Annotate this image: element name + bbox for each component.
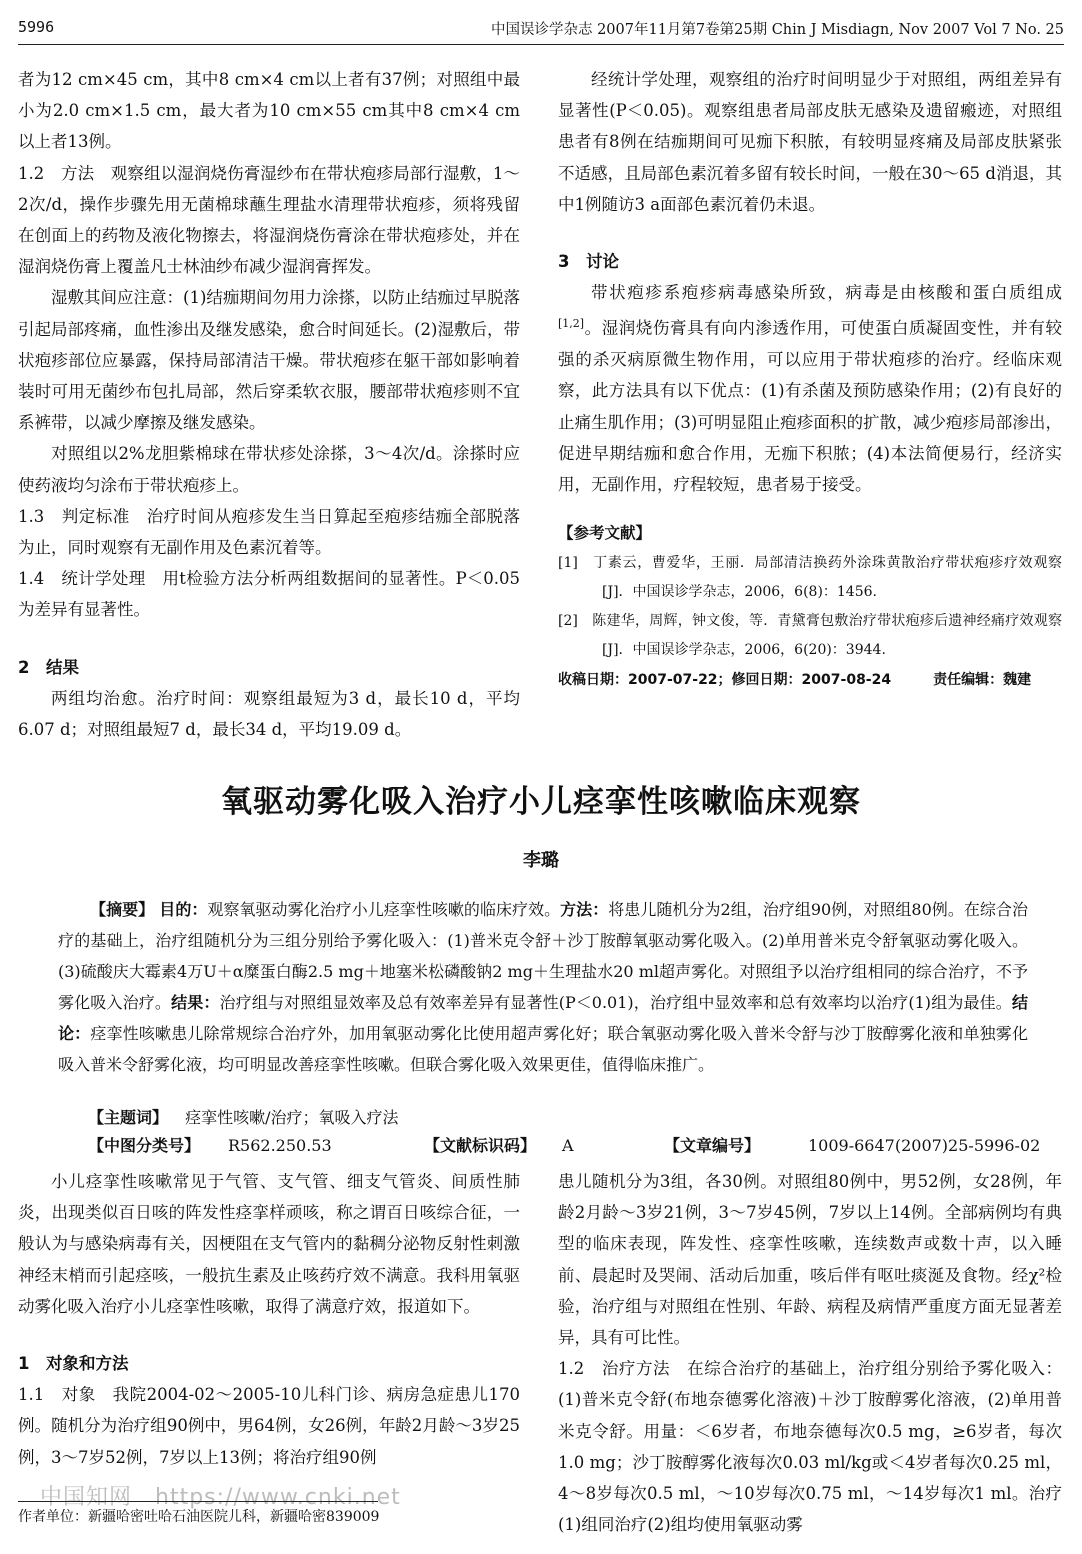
article-title: 氧驱动雾化吸入治疗小儿痉挛性咳嗽临床观察 — [221, 784, 861, 820]
paragraph: 1.2 方法 观察组以湿润烧伤膏湿纱布在带状疱疹局部行湿敷，1～2次/d，操作步骤先用无菌棉球蘸生理盐水清理带状疱疹，须将残留在创面上的药物及液化物擦去，将湿润烧伤膏涂在带状疱疹处，并在湿润烧伤膏上覆盖凡士林油纱布减少湿润膏挥发。 — [18, 163, 520, 277]
doc-code-label: 【文献标识码】 — [424, 1136, 537, 1155]
author-affiliation: 作者单位：新疆哈密吐哈石油医院儿科，新疆哈密839009 — [18, 1509, 380, 1525]
keywords — [88, 1103, 1028, 1133]
footnote-divider — [18, 1501, 378, 1502]
article-number-value: 1009-6647(2007)25-5996-02 — [808, 1136, 1041, 1155]
reference-item: [1] 丁素云，曹爱华，王丽．局部清洁换药外涂珠黄散治疗带状疱疹疗效观察[J]．中国误诊学杂志，2006，6(8)：1456. — [558, 555, 1062, 601]
paragraph: 者为12 cm×45 cm，其中8 cm×4 cm以上者有37例；对照组中最小为2.0 cm×1.5 cm，最大者为10 cm×55 cm其中8 cm×4 cm以上者13例。 — [18, 70, 520, 152]
abstract-results-label: 结果： — [171, 993, 220, 1012]
section-heading: 2 结果 — [18, 657, 79, 677]
text-run: 。湿润烧伤膏具有向内渗透作用，可使蛋白质凝固变性，并有较强的杀灭病原微生物作用，可以应用于带状疱疹的治疗。经临床观察，此方法具有以下优点：(1)有杀菌及预防感染作用；(2)有良好的止痛生肌作用；(3)可明显阻止疱疹面积的扩散，减少疱疹局部渗出，促进早期结痂和愈合作用，无痂下积脓；(4)本法简便易行，经济实用，无副作用，疗程较短，患者易于接受。 — [558, 318, 1062, 494]
paragraph: 1.1 对象 我院2004-02～2005-10儿科门诊、病房急症患儿170例。随机分为治疗组90例中，男64例，女26例，年龄2月龄～3岁25例，3～7岁52例，7岁以上13例；将治疗组90例 — [18, 1385, 520, 1467]
section-heading: 3 讨论 — [558, 252, 619, 272]
paragraph: 1.4 统计学处理 用t检验方法分析两组数据间的显著性。P＜0.05为差异有显著性。 — [18, 569, 520, 620]
keywords-label: 【主题词】 — [88, 1108, 169, 1127]
article-title-block — [0, 776, 1082, 821]
clc-value: R562.250.53 — [228, 1136, 332, 1155]
paragraph: 经统计学处理，观察组的治疗时间明显少于对照组，两组差异有显著性(P＜0.05)。观察组患者局部皮肤无感染及遗留瘢迹，对照组患者有8例在结痂期间可见痂下积脓，有较明显疼痛及局部皮肤紧张不适感，且局部色素沉着多留有较长时间，一般在30～65 d消退，其中1例随访3 a面部色素沉着仍未退。 — [558, 70, 1062, 214]
running-header — [18, 16, 1064, 45]
received-date: 收稿日期：2007-07-22；修回日期：2007-08-24 责任编辑：魏建 — [558, 672, 1032, 689]
citation: [1,2] — [558, 317, 585, 331]
paragraph: 1.3 判定标准 治疗时间从疱疹发生当日算起至疱疹结痂全部脱落为止，同时观察有无副作用及色素沉着等。 — [18, 506, 520, 558]
article-right-column — [558, 1166, 1062, 1540]
classification-line — [88, 1132, 1041, 1160]
doc-code-value: A — [562, 1136, 574, 1155]
paragraph: 患儿随机分为3组，各30例。对照组80例中，男52例，女28例，年龄2月龄～3岁21例，3～7岁45例，7岁以上14例。全部病例均有典型的临床表现，阵发性、痉挛性咳嗽，连续数声或数十声，以入睡前、晨起时及哭闹、活动后加重，咳后伴有呕吐痰涎及食物。经χ²检验，治疗组与对照组在性别、年龄、病程及病情严重度方面无显著差异，具有可比性。 — [558, 1172, 1062, 1348]
abstract-objective: 观察氧驱动雾化治疗小儿痉挛性咳嗽的临床疗效。 — [207, 900, 561, 919]
keywords-value: 痉挛性咳嗽/治疗；氧吸入疗法 — [185, 1108, 399, 1127]
section-heading: 1 对象和方法 — [18, 1354, 129, 1374]
abstract-results: 治疗组与对照组显效率及总有效率差异有显著性(P＜0.01)，治疗组中显效率和总有效率均以治疗(1)组为最佳。 — [219, 993, 1012, 1012]
article-author: 李璐 — [523, 850, 559, 871]
article-left-column — [18, 1166, 520, 1473]
abstract-conclusion: 痉挛性咳嗽患儿除常规综合治疗外，加用氧驱动雾化比使用超声雾化好；联合氧驱动雾化吸入普米令舒与沙丁胺醇雾化液和单独雾化吸入普米令舒雾化液，均可明显改善痉挛性咳嗽。但联合雾化吸入效果更佳，值得临床推广。 — [58, 1024, 1028, 1074]
abstract — [58, 894, 1028, 1080]
article-number-label: 【文章编号】 — [664, 1136, 761, 1155]
prev-article-left-column — [18, 64, 520, 745]
paragraph: 小儿痉挛性咳嗽常见于气管、支气管、细支气管炎、间质性肺炎，出现类似百日咳的阵发性痉挛样顽咳，称之谓百日咳综合征，一般认为与感染病毒有关，因梗阻在支气管内的黏稠分泌物反射性刺激神经末梢而引起痉咳，一般抗生素及止咳药疗效不满意。我科用氧驱动雾化吸入治疗小儿痉挛性咳嗽，取得了满意疗效，报道如下。 — [18, 1172, 520, 1316]
references-heading: 【参考文献】 — [558, 524, 652, 543]
paragraph: 对照组以2%龙胆紫棉球在带状疹处涂搽，3～4次/d。涂搽时应使药液均匀涂布于带状疱疹上。 — [18, 444, 520, 495]
abstract-methods: 将患儿随机分为2组，治疗组90例，对照组80例。在综合治疗的基础上，治疗组随机分为三组分别给予雾化吸入：(1)普米克令舒＋沙丁胺醇氧驱动雾化吸入。(2)单用普米克令舒氧驱动雾化吸入。(3)硫酸庆大霉素4万U＋α糜蛋白酶2.5 mg＋地塞米松磷酸钠2 mg＋生理盐水20 ml超声雾化。对照组予以治疗组相同的综合治疗，不予雾化吸入治疗。 — [58, 900, 1028, 1012]
abstract-methods-label: 方法： — [560, 900, 609, 919]
paragraph: 两组均治愈。治疗时间：观察组最短为3 d，最长10 d，平均6.07 d；对照组最短7 d，最长34 d，平均19.09 d。 — [18, 688, 520, 740]
journal-info: 中国误诊学杂志 2007年11月第7卷第25期 Chin J Misdiagn, Nov 2007 Vol 7 No. 25 — [490, 22, 1064, 38]
paragraph: 湿敷其间应注意：(1)结痂期间勿用力涂搽，以防止结痂过早脱落引起局部疼痛，血性渗出及继发感染，愈合时间延长。(2)湿敷后，带状疱疹部位应暴露，保持局部清洁干燥。带状疱疹在躯干部如影响着装时可用无菌纱布包扎局部，然后穿柔软衣服，腰部带状疱疹则不宜系裤带，以减少摩擦及继发感染。 — [18, 288, 520, 433]
abstract-objective-label: 目的： — [159, 900, 208, 919]
text-run: 带状疱疹系疱疹病毒感染所致，病毒是由核酸和蛋白质组成 — [591, 283, 1062, 303]
paragraph: 1.2 治疗方法 在综合治疗的基础上，治疗组分别给予雾化吸入：(1)普米克令舒(布地奈德雾化溶液)＋沙丁胺醇雾化溶液，(2)单用普米克令舒。用量：＜6岁者，布地奈德每次0.5 mg，≥6岁者，每次1.0 mg；沙丁胺醇雾化液每次0.03 ml/kg或＜4岁者每次0.25 ml，4～8岁每次0.5 ml，～10岁每次0.75 ml，～14岁每次1 ml。治疗(1)组同治疗(2)组均使用氧驱动雾 — [558, 1359, 1062, 1535]
references — [558, 518, 1062, 695]
paragraph — [558, 277, 1062, 500]
page-number: 5996 — [18, 18, 55, 36]
reference-item: [2] 陈建华，周辉，钟文俊，等．青黛膏包敷治疗带状疱疹后遗神经痛疗效观察[J]．中国误诊学杂志，2006，6(20)：3944. — [558, 613, 1062, 659]
abstract-conclusion-label: 结论： — [58, 993, 1028, 1043]
prev-article-right-column — [558, 64, 1062, 695]
clc-label: 【中图分类号】 — [88, 1136, 201, 1155]
abstract-label: 【摘要】 — [90, 900, 155, 919]
cnki-watermark: 中国知网 https://www.cnki.net — [40, 1485, 401, 1510]
